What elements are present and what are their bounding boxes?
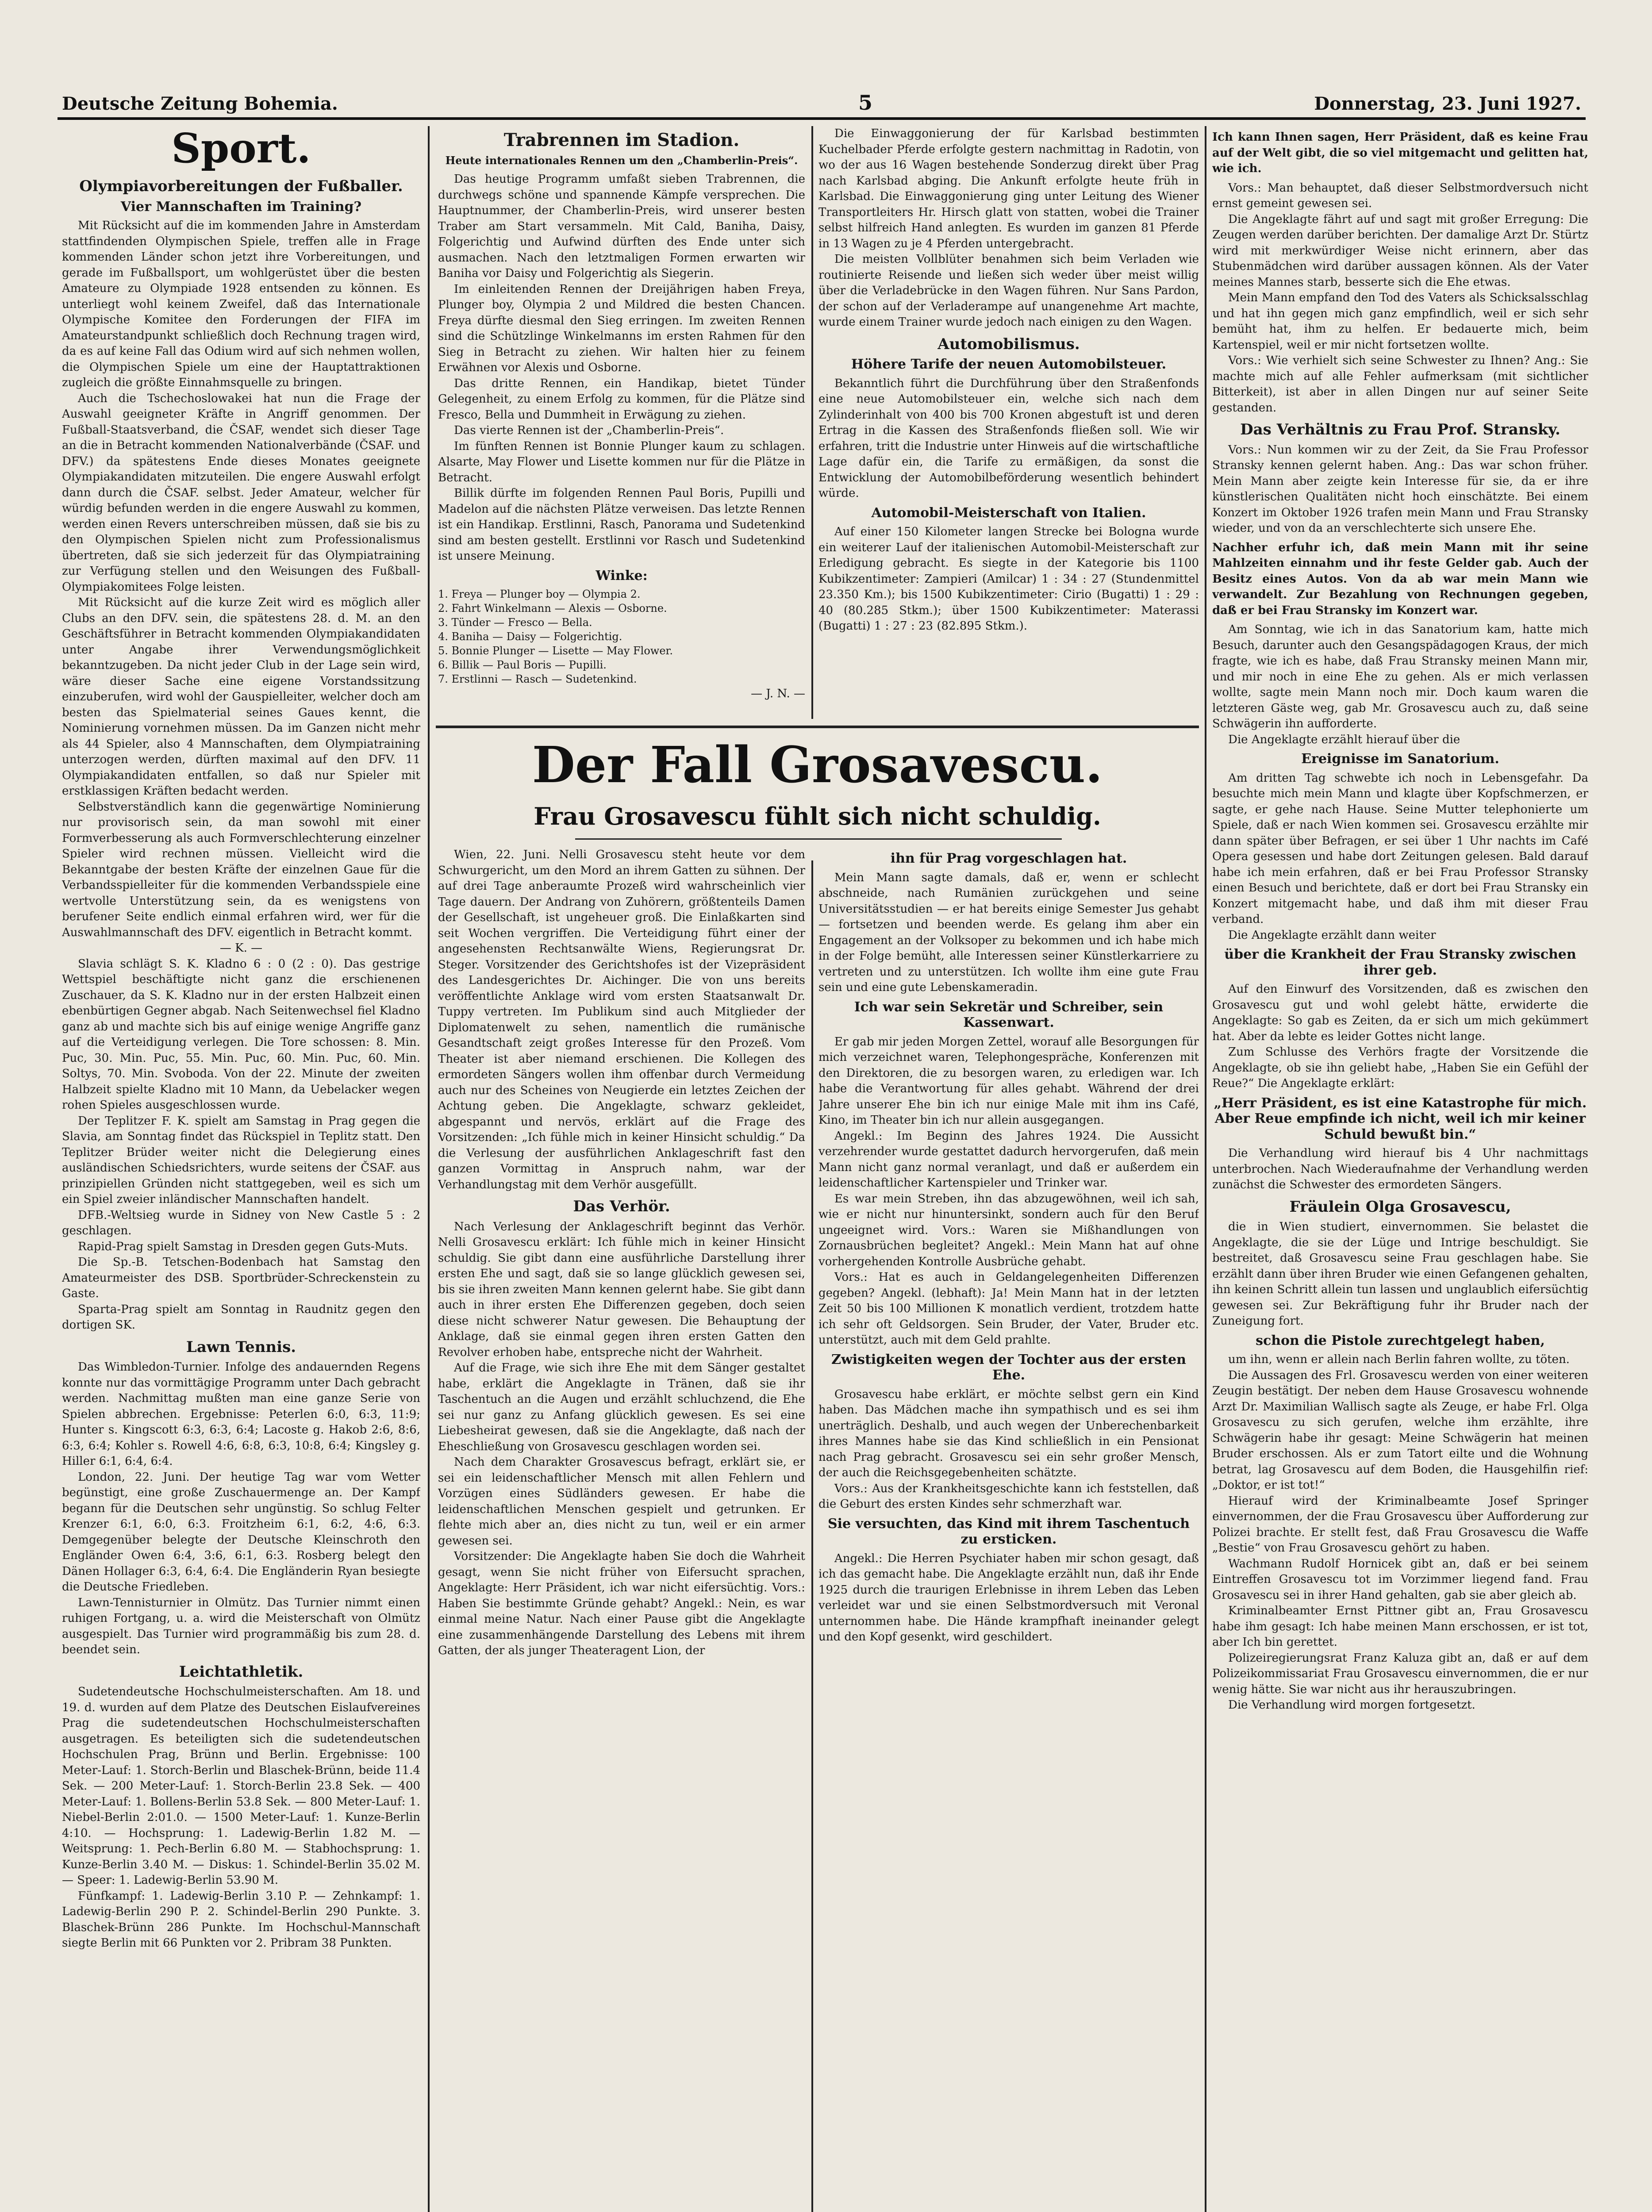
article-paragraph: Mit Rücksicht auf die im kommenden Jahre in Amsterdam stattfindenden Olympischen Spiele, treffen alle in Frage kommenden Länder schon jetzt ihre Vorbereitungen, und gerade im Fußballsport, um wohlgerüstet über die besten Amateure zu Olympiade 1928 entsenden zu können. Es unterliegt wohl keinem Zweifel, daß das Internationale Olympische Komitee den Forderungen der FIFA im Amateurstandpunkt schließlich doch Rechnung tragen wird, da es auf keine Fall das Odium wird auf sich nehmen wollen, die Olympischen Spiele um eine der Hauptattraktionen zugleich die größte Einnahmsquelle zu bringen. bbox=[62, 219, 420, 389]
case-column-left bbox=[438, 847, 805, 2212]
masthead-paper-name: Deutsche Zeitung Bohemia. bbox=[62, 93, 338, 114]
case-subheadline: Frau Grosavescu fühlt sich nicht schuldig. bbox=[534, 802, 1101, 830]
article-paragraph: Lawn-Tennisturnier in Olmütz. Das Turnier nimmt einen ruhigen Fortgang, u. a. wird die Meisterschaft von Olmütz ausgespielt. Das Turnier wird programmäßig bis zum 28. d. beendet sein. bbox=[62, 1596, 420, 1656]
section-subheadline: Ereignisse im Sanatorium. bbox=[1301, 751, 1499, 767]
article-paragraph: Vors.: Hat es auch in Geldangelegenheiten Differenzen gegeben? Angekl. (lebhaft): Ja! Mein Mann hat in der letzten Zeit 50 bis 100 Millionen K monatlich verdient, trotzdem hatte ich sehr oft Geldsorgen. Sein Bruder, der Vater, Bruder etc. unterstützt, auch mit dem Geld prahlte. bbox=[818, 1271, 1199, 1347]
article-paragraph: Mit Rücksicht auf die kurze Zeit wird es möglich aller Clubs an den DFV. sein, die spätestens 28. d. M. an den Geschäftsführer in Betracht kommenden Olympiakandidaten unter Angabe ihrer Verwendungsmöglichkeit bekanntzugeben. Da nicht jeder Club in der Lage sein wird, wäre dieser Sache eine eigene Vorstandssitzung einzuberufen, wird wohl der Gauspielleiter, welcher doch am besten das Spielmaterial seines Gaues kennt, die Nominierung vornehmen müssen. Da im Ganzen nicht mehr als 44 Spieler, also 4 Mannschaften, dem Olympiatraining unterzogen werden, dürften maximal auf den DFV. 11 Olympiakandidaten entfallen, so daß nur Spieler mit erstklassigen Kräften bedacht werden. bbox=[62, 596, 420, 798]
stransky-headline: Das Verhältnis zu Frau Prof. Stransky. bbox=[1240, 421, 1560, 438]
verhoer-headline: Das Verhör. bbox=[573, 1198, 670, 1215]
masthead-date: Donnerstag, 23. Juni 1927. bbox=[1314, 93, 1581, 114]
sport-column bbox=[62, 124, 420, 2212]
article-paragraph: Kriminalbeamter Ernst Pittner gibt an, Frau Grosavescu habe ihm gesagt: Ich habe meinen Mann erschossen, er ist tot, aber Ich bin gerettet. bbox=[1212, 1604, 1588, 1649]
article-paragraph: Mein Mann empfand den Tod des Vaters als Schicksalsschlag und hat ihn gegen mich ganz empfindlich, weil er sich sehr bemüht hat, ihm zu helfen. Er bedauerte mich, beim Kartenspiel, weil er mir nicht fortsetzen wollte. bbox=[1212, 291, 1588, 352]
article-paragraph: Grosavescu habe erklärt, er möchte selbst gern ein Kind haben. Das Mädchen mache ihn sympathisch und es sei ihm unerträglich. Deshalb, und auch wegen der Unberechenbarkeit ihres Mannes habe sie das Kind schließlich in ein Pensionat nach Prag gebracht. Grosavescu sei ein sehr großer Mensch, der auch die Reichsgegebenheiten schätzte. bbox=[818, 1387, 1199, 1479]
race-subheadline: Heute internationales Rennen um den „Chamberlin-Preis“. bbox=[445, 154, 798, 167]
auto-subheadline: Automobil-Meisterschaft von Italien. bbox=[871, 505, 1146, 521]
article-paragraph: um ihn, wenn er allein nach Berlin fahren wollte, zu töten. bbox=[1228, 1353, 1570, 1366]
article-paragraph: Ich kann Ihnen sagen, Herr Präsident, daß es keine Frau auf der Welt gibt, die so viel mitgemacht und gelitten hat, wie ich. bbox=[1212, 131, 1588, 175]
tip-line: 6. Billik — Paul Boris — Pupilli. bbox=[438, 659, 607, 671]
column-rule bbox=[1205, 126, 1206, 2212]
article-paragraph: Das vierte Rennen ist der „Chamberlin-Preis“. bbox=[454, 424, 724, 437]
auto-subheadline: Höhere Tarife der neuen Automobilsteuer. bbox=[851, 357, 1167, 372]
article-paragraph: Nachher erfuhr ich, daß mein Mann mit ihr seine Mahlzeiten einnahm und ihr feste Gelder gab. Auch der Besitz eines Autos. Von da ab war mein Mann wie verwandelt. Zur Bezahlung von Rechnungen gegeben, daß er bei Frau Stransky im Konzert war. bbox=[1212, 541, 1588, 617]
section-subheadline: ihn für Prag vorgeschlagen hat. bbox=[890, 851, 1127, 866]
race-headline: Trabrennen im Stadion. bbox=[503, 130, 740, 150]
article-paragraph: Das heutige Programm umfaßt sieben Trabrennen, die durchwegs schöne und spannende Kämpfe versprechen. Die Hauptnummer, der Chamberlin-Preis, wird unserer besten Traber am Start versammeln. Mit Cald, Baniha, Daisy, Folgerichtig und Aufwind dürften des Ende unter sich ausmachen. Nach den letztmaligen Formen erwarten wir Baniha vor Daisy und Folgerichtig als Siegerin. bbox=[438, 173, 805, 280]
olga-headline: Fräulein Olga Grosavescu, bbox=[1289, 1198, 1511, 1216]
article-paragraph: Sparta-Prag spielt am Sonntag in Raudnitz gegen den dortigen SK. bbox=[62, 1302, 420, 1332]
masthead bbox=[58, 91, 1586, 120]
auto-column bbox=[818, 126, 1199, 719]
article-paragraph: die in Wien studiert, einvernommen. Sie belastet die Angeklagte, die sie der Lüge und Intrige beschuldigt. Sie bestreitet, daß Grosavescu seine Frau geschlagen habe. Sie erzählt dann über ihren Bruder wie einen Gefangenen gehalten, ihn keinen Schritt allein tun lassen und unglaublich eifersüchtig gewesen sei. Zur Bekräftigung fuhr ihr Bruder nach der Zuneigung fort. bbox=[1212, 1220, 1588, 1328]
tip-line: 2. Fahrt Winkelmann — Alexis — Osborne. bbox=[438, 602, 667, 614]
column-rule bbox=[811, 126, 813, 719]
article-paragraph: Die Angeklagte erzählt hierauf über die bbox=[1228, 733, 1460, 746]
article-paragraph: Am dritten Tag schwebte ich noch in Lebensgefahr. Da besuchte mich mein Mann und klagte über Kopfschmerzen, er sagte, er gehe nach Hause. Seine Mutter telephonierte um Spiele, daß er nach Wien kommen sei. Grosavescu erzählte mir dann später über Befragen, er sei über 1 Uhr nachts im Café Opera gesessen und habe dort Zeitungen gelesen. Bald darauf habe ich mein erfahren, daß er bei Frau Professor Stransky einen Besuch und berichtete, daß er dort bei Frau Stransky ein Konzert mitgemacht habe, und daß ihm mit dieser Frau verband. bbox=[1212, 771, 1588, 926]
case-column-right bbox=[818, 847, 1199, 2212]
article-paragraph: Vors.: Aus der Krankheitsgeschichte kann ich feststellen, daß die Geburt des ersten Kindes sehr schmerzhaft war. bbox=[818, 1482, 1199, 1511]
page-number: 5 bbox=[858, 91, 873, 115]
article-paragraph: Rapid-Prag spielt Samstag in Dresden gegen Guts-Muts. bbox=[78, 1240, 408, 1253]
article-paragraph: Auf einer 150 Kilometer langen Strecke bei Bologna wurde ein weiterer Lauf der italienischen Automobil-Meisterschaft zur Erledigung gebracht. Es siegte in der Kategorie bis 1100 Kubikzentimeter: Zampieri (Amilcar) 1 : 34 : 27 (Stundenmittel 23.350 Km.); bis 1500 Kubikzentimeter: Cirio (Bugatti) 1 : 29 : 40 (80.285 Stkm.); über 1500 Kubikzentimeter: Materassi (Bugatti) 1 : 27 : 23 (82.895 Stkm.). bbox=[818, 525, 1199, 633]
tip-line: 1. Freya — Plunger boy — Olympia 2. bbox=[438, 588, 641, 600]
section-rule bbox=[436, 726, 1199, 728]
article-paragraph: Am Sonntag, wie ich in das Sanatorium kam, hatte mich Besuch, darunter auch den Gesangspädagogen Kraus, der mich fragte, wie ich es habe, daß Frau Stransky meinen Mann mir, und mir noch in eine Ehe zu gehen. Als er mich verlassen wollte, sagte mein Mann noch mir. Doch kaum waren die letzteren Gäste weg, gab Mr. Grosavescu auch zu, daß seine Schwägerin ihn aufforderte. bbox=[1212, 623, 1588, 730]
section-subheadline: Ich war sein Sekretär und Schreiber, sein Kassenwart. bbox=[854, 999, 1164, 1030]
article-paragraph: Es war mein Streben, ihn das abzugewöhnen, weil ich sah, wie er nicht nur hinuntersinkt, sondern auch für den Beruf ungeeignet wird. Vors.: Waren sie Mißhandlungen von Zornausbrüchen begleitet? Angekl.: Mein Mann hat auf ohne vorhergehenden Kontrolle Ausbrüche gehabt. bbox=[818, 1192, 1199, 1268]
article-paragraph: Sudetendeutsche Hochschulmeisterschaften. Am 18. und 19. d. wurden auf dem Platze des Deutschen Eislaufvereines Prag die sudetendeutschen Hochschulmeisterschaften ausgetragen. Es beteiligten sich die sudetendeutschen Hochschulen Prag, Brünn und Berlin. Ergebnisse: 100 Meter-Lauf: 1. Storch-Berlin und Blaschek-Brünn, beide 11.4 Sek. — 200 Meter-Lauf: 1. Storch-Berlin 23.8 Sek. — 400 Meter-Lauf: 1. Bollens-Berlin 53.8 Sek. — 800 Meter-Lauf: 1. Niebel-Berlin 2:01.0. — 1500 Meter-Lauf: 1. Kunze-Berlin 4:10. — Hochsprung: 1. Ladewig-Berlin 1.82 M. — Weitsprung: 1. Pech-Berlin 6.80 M. — Stabhochsprung: 1. Kunze-Berlin 3.40 M. — Diskus: 1. Schindel-Berlin 35.02 M. — Speer: 1. Ladewig-Berlin 53.90 M. bbox=[62, 1685, 420, 1887]
article-paragraph: Die Verhandlung wird morgen fortgesetzt. bbox=[1228, 1698, 1475, 1712]
section-subheadline: „Herr Präsident, es ist eine Katastrophe für mich. Aber Reue empfinde ich nicht, weil ich mir keiner Schuld bewußt bin.“ bbox=[1214, 1095, 1587, 1142]
article-paragraph: Vors.: Wie verhielt sich seine Schwester zu Ihnen? Ang.: Sie machte mich auf alle Fehler aufmerksam (mit sichtlicher Bitterkeit), ist aber in allen Dingen nur auf seiner Seite gestanden. bbox=[1212, 354, 1588, 415]
article-paragraph: Wachmann Rudolf Hornicek gibt an, daß er bei seinem Eintreffen Grosavescu tot im Vorzimmer liegend fand. Frau Grosavescu sei in ihrer Hand gehalten, gab sie aber gleich ab. bbox=[1212, 1557, 1588, 1602]
tip-line: 4. Baniha — Daisy — Folgerichtig. bbox=[438, 630, 622, 643]
article-paragraph: Hierauf wird der Kriminalbeamte Josef Springer einvernommen, der die Frau Grosavescu über Aufforderung zur Polizei brachte. Er stellt fest, daß Frau Grosavescu die Waffe „Bestie“ von Frau Grosavescu gehört zu haben. bbox=[1212, 1494, 1588, 1555]
article-paragraph: Auf den Einwurf des Vorsitzenden, daß es zwischen den Grosavescu gut und wohl gelebt hätte, erwiderte die Angeklagte: So gab es Zeiten, da er sich um mich gekümmert hat. Aber da lebte es leider Gottes nicht lange. bbox=[1212, 983, 1588, 1043]
article-paragraph: Die Angeklagte fährt auf und sagt mit großer Erregung: Die Zeugen werden darüber berichten. Der damalige Arzt Dr. Stürtz wird mit merkwürdiger Weise nicht erinnern, aber das Stubenmädchen wird darüber aussagen können. Als der Vater meines Mannes starb, besserte sich die Ehe etwas. bbox=[1212, 212, 1588, 289]
article-paragraph: Die meisten Vollblüter benahmen sich beim Verladen wie routinierte Reisende und ließen sich weder über meist willig über die Verladebrücke in den Wagen führen. Nur Sans Pardon, der schon auf der Verladerampe auf unangenehme Art machte, wurde einem Trainer wurde jedoch nach einigen zu den Wagen. bbox=[818, 253, 1199, 329]
tip-line: 3. Tünder — Fresco — Bella. bbox=[438, 616, 592, 629]
olympia-headline: Olympiavorbereitungen der Fußballer. bbox=[79, 177, 403, 195]
auto-headline: Automobilismus. bbox=[937, 335, 1080, 353]
sport-title: Sport. bbox=[171, 124, 311, 172]
section-rule bbox=[575, 838, 1062, 840]
tip-line: 7. Erstlinni — Rasch — Sudetenkind. bbox=[438, 673, 637, 685]
article-paragraph: Billik dürfte im folgenden Rennen Paul Boris, Pupilli und Madelon auf die nächsten Plätze verweisen. Das letzte Rennen ist ein Handikap. Erstlinni, Rasch, Panorama und Sudetenkind sind am besten gestellt. Erstlinni vor Rasch und Sudetenkind ist unsere Meinung. bbox=[438, 487, 805, 563]
article-paragraph: Die Aussagen des Frl. Grosavescu werden von einer weiteren Zeugin bestätigt. Der neben dem Hause Grosavescu wohnende Arzt Dr. Maximilian Wallisch sagte als Zeuge, er habe Frl. Olga Grosavescu zu sich gerufen, welche ihm erzählte, ihre Schwägerin habe ihr gesagt: Meine Schwägerin hat meinen Bruder erschossen. Als er zum Tatort eilte und die Wohnung betrat, lag Grosavescu auf dem Boden, die Hausgehilfin rief: „Doktor, er ist tot!“ bbox=[1212, 1368, 1588, 1492]
article-paragraph: Nach dem Charakter Grosavescus befragt, erklärt sie, er sei ein leidenschaftlicher Mensch mit allen Fehlern und Vorzügen eines Südländers gewesen. Er habe die leidenschaftlichen Menschen gespielt und getrunken. Er flehte mich aber an, dies nicht zu tun, weil er ein armer gewesen sei. bbox=[438, 1455, 805, 1548]
article-paragraph: Der Teplitzer F. K. spielt am Samstag in Prag gegen die Slavia, am Sonntag findet das Rückspiel in Teplitz statt. Den Teplitzer Brüder weiter nicht die Delegierung eines ausländischen Schiedsrichters, wurde seitens der ČSAF. aus prinzipiellen Gründen nicht stattgegeben, weil es sich um ein Spiel zweier inländischer Mannschaften handelt. bbox=[62, 1114, 420, 1206]
article-paragraph: Slavia schlägt S. K. Kladno 6 : 0 (2 : 0). Das gestrige Wettspiel beschäftigte nicht ganz die erschienenen Zuschauer, da S. K. Kladno nur in der ersten Halbzeit einen ebenbürtigen Gegner abgab. Nach Seitenwechsel fiel Kladno ganz ab und machte sich bis auf einige wenige Angriffe ganz auf die Verteidigung verlegen. Die Tore schossen: 8. Min. Puc, 30. Min. Puc, 55. Min. Puc, 60. Min. Puc, 60. Min. Soltys, 70. Min. Svoboda. Von der 22. Minute der zweiten Halbzeit spielte Kladno mit 10 Mann, da Uebelacker wegen rohen Spieles ausgeschlossen wurde. bbox=[62, 957, 420, 1112]
author-sign: — J. N. — bbox=[751, 687, 805, 700]
article-paragraph: Das Wimbledon-Turnier. Infolge des andauernden Regens konnte nur das vormittägige Programm unter Dach gebracht werden. Nachmittag mußten man eine ganze Serie von Spielen abbrechen. Ergebnisse: Peterlen 6:0, 6:3, 11:9; Hunter s. Kingscott 6:3, 6:3, 6:4; Lacoste g. Hakob 2:6, 8:6, 6:3, 6:4; Kohler s. Rowell 4:6, 6:8, 6:3, 10:8, 6:4; Kingsley g. Hiller 6:1, 6:4, 6:4. bbox=[62, 1360, 420, 1468]
tennis-headline: Lawn Tennis. bbox=[186, 1338, 296, 1356]
article-paragraph: Die Sp.-B. Tetschen-Bodenbach hat Samstag den Amateurmeister des DSB. Sportbrüder-Schreckenstein zu Gaste. bbox=[62, 1256, 420, 1300]
athletics-headline: Leichtathletik. bbox=[179, 1663, 304, 1681]
article-paragraph: Bekanntlich führt die Durchführung über den Straßenfonds eine neue Automobilsteuer ein, welche sich nach dem Zylinderinhalt von 400 bis 700 Kronen abgestuft ist und deren Ertrag in die Kassen des Straßenfonds fließen soll. Wie wir erfahren, tritt die Industrie unter Hinweis auf die wirtschaftliche Lage dafür ein, die Tarife zu ermäßigen, da sonst die Entwicklung der Automobilbeförderung wesentlich behindert würde. bbox=[818, 376, 1199, 500]
article-paragraph: Auf die Frage, wie sich ihre Ehe mit dem Sänger gestaltet habe, erklärt die Angeklagte in Tränen, daß sie ihr Taschentuch an die Augen und erzählt schluchzend, die Ehe sei nur ganz zu Anfang glücklich gewesen. Es sei eine Liebesheirat gewesen, daß sie die Angeklagte, daß nach der Eheschließung von Grosavescu geschlagen worden sei. bbox=[438, 1361, 805, 1453]
article-paragraph: Fünfkampf: 1. Ladewig-Berlin 3.10 P. — Zehnkampf: 1. Ladewig-Berlin 290 P. 2. Schindel-Berlin 290 Punkte. 3. Blaschek-Brünn 286 Punkte. Im Hochschul-Mannschaft siegte Berlin mit 66 Punkten vor 2. Pribram 38 Punkten. bbox=[62, 1889, 420, 1950]
column-rule bbox=[811, 860, 813, 2212]
author-sign: — K. — bbox=[219, 941, 263, 955]
column-rule bbox=[428, 126, 430, 2212]
olympia-subheadline: Vier Mannschaften im Training? bbox=[120, 199, 362, 215]
case-headline: Der Fall Grosavescu. bbox=[532, 736, 1103, 794]
article-paragraph: Angekl.: Die Herren Psychiater haben mir schon gesagt, daß ich das gemacht habe. Die Angeklagte erzählt nun, daß ihr Ende 1925 durch die traurigen Erlebnisse in ihrem Leben das Leben verleidet war und sie einen Selbstmordversuch mit Veronal unternommen habe. Die Hände krampfhaft ineinander gelegt und den Kopf gesenkt, wird geschildert. bbox=[818, 1551, 1199, 1644]
article-paragraph: Vors.: Nun kommen wir zu der Zeit, da Sie Frau Professor Stransky kennen gelernt haben. Ang.: Das war schon früher. Mein Mann aber zeigte kein Interesse für sie, da er ihre künstlerischen Qualitäten nicht hoch einschätzte. Bei einem Konzert im Oktober 1926 trafen mein Mann und Frau Stransky wieder, und von da an verschlechterte sich unsere Ehe. bbox=[1212, 443, 1588, 535]
section-subheadline: schon die Pistole zurechtgelegt haben, bbox=[1256, 1333, 1545, 1348]
article-paragraph: Wien, 22. Juni. Nelli Grosavescu steht heute vor dem Schwurgericht, um den Mord an ihrem Gatten zu sühnen. Der auf drei Tage anberaumte Prozeß wird wahrscheinlich vier Tage dauern. Der Andrang von Zuhörern, größtenteils Damen der Gesellschaft, ist ungeheuer groß. Die Einlaßkarten sind seit Wochen vergriffen. Die Verteidigung führt einer der angesehensten Rechtsanwälte Wiens, Regierungsrat Dr. Steger. Vorsitzender des Gerichtshofes ist der Vizepräsident des Landesgerichtes Dr. Aichinger. Die von uns bereits veröffentlichte Anklage wird vom ersten Staatsanwalt Dr. Tuppy vertreten. Im Publikum sind auch Mitglieder der Diplomatenwelt zu sehen, namentlich die rumänische Gesandtschaft zeigt großes Interesse für den Prozeß. Vom Theater ist aber niemand erschienen. Die Kollegen des ermordeten Sängers wollen ihm offenbar durch Vermeidung auch nur des Scheines von Neugierde ein letztes Zeichen der Achtung geben. Die Angeklagte, schwarz gekleidet, abgespannt und nervös, erklärt auf die Frage des Vorsitzenden: „Ich fühle mich in keiner Hinsicht schuldig.“ Da die Verlesung der ausführlichen Anklageschrift fast den ganzen Vormittag in Anspruch nahm, war der Verhandlungstag mit dem Verhör ausgefüllt. bbox=[438, 848, 805, 1191]
article-paragraph: London, 22. Juni. Der heutige Tag war vom Wetter begünstigt, eine große Zuschauermenge an. Der Kampf begann für die Deutschen sehr ungünstig. So schlug Felter Krenzer 6:1, 6:0, 6:3. Froitzheim 6:1, 6:2, 4:6, 6:3. Demgegenüber belegte der Deutsche Kleinschroth den Engländer Owen 6:4, 3:6, 6:1, 6:3. Rosberg belegt den Dänen Hollager 6:3, 6:4, 6:4. Die Engländerin Ryan besiegte die Deutsche Friedleben. bbox=[62, 1470, 420, 1594]
section-subheadline: Zwistigkeiten wegen der Tochter aus der ersten Ehe. bbox=[831, 1352, 1186, 1383]
article-paragraph: Im einleitenden Rennen der Dreijährigen haben Freya, Plunger boy, Olympia 2 und Mildred die besten Chancen. Freya dürfte diesmal den Sieg erringen. Im zweiten Rennen sind die Schützlinge Winkelmanns im ersten Rahmen für den Sieg in Betracht zu ziehen. Wir halten hier zu feinem Erwähnen vor Alexis und Osborne. bbox=[438, 282, 805, 374]
article-paragraph: Vorsitzender: Die Angeklagte haben Sie doch die Wahrheit gesagt, wenn Sie nicht früher von Eifersucht sprachen, Angeklagte: Herr Präsident, ich war nicht eifersüchtig. Vors.: Haben Sie bestimmte Gründe gehabt? Angekl.: Nein, es war einmal meine Natur. Nach einer Pause gibt die Angeklagte eine zusammenhängende Darstellung des Lebens mit ihrem Gatten, der als junger Theateragent Lion, der bbox=[438, 1550, 805, 1657]
race-column bbox=[438, 126, 805, 719]
section-subheadline: über die Krankheit der Frau Stransky zwischen ihrer geb. bbox=[1224, 947, 1576, 978]
article-paragraph: Polizeiregierungsrat Franz Kaluza gibt an, daß er auf dem Polizeikommissariat Frau Grosavescu einvernommen, die er nur wenig hätte. Sie war nicht aus ihr herauszubringen. bbox=[1212, 1651, 1588, 1696]
article-paragraph: Angekl.: Im Beginn des Jahres 1924. Die Aussicht verzehrender wurde gestattet dadurch hervorgerufen, daß mein Mann nicht ganz normal veranlagt, und daß er außerdem ein leidenschaftlicher Kartenspieler und Trinker war. bbox=[818, 1129, 1199, 1190]
article-paragraph: Das dritte Rennen, ein Handikap, bietet Tünder Gelegenheit, zu einem Erfolg zu kommen, für die Plätze sind Fresco, Bella und Dummheit in Erwägung zu ziehen. bbox=[438, 376, 805, 422]
article-paragraph: Vors.: Man behauptet, daß dieser Selbstmordversuch nicht ernst gemeint gewesen sei. bbox=[1212, 181, 1588, 210]
article-paragraph: Die Einwaggonierung der für Karlsbad bestimmten Kuchelbader Pferde erfolgte gestern nachmittag in Radotin, von wo der aus 16 Wagen bestehende Sonderzug direkt über Prag nach Karlsbad abging. Die Ankunft erfolgte heute früh in Karlsbad. Die Einwaggonierung ging unter Leitung des Wiener Transportleiters Hr. Hirsch glatt von statten, wobei die Trainer selbst hilfreich Hand anlegten. Es wurden im ganzen 81 Pferde in 13 Wagen zu je 4 Pferden untergebracht. bbox=[818, 127, 1199, 250]
tips-heading: Winke: bbox=[595, 568, 648, 584]
article-paragraph: Auch die Tschechoslowakei hat nun die Frage der Auswahl geeigneter Kräfte in Angriff genommen. Der Fußball-Staatsverband, die ČSAF, wendet sich dieser Tage an die in Betracht kommenden Nationalverbände (ČSAF. und DFV.) da spätestens Ende dieses Monates geeignete Olympiakandidaten mitzuteilen. Die engere Auswahl erfolgt dann durch die ČSAF. selbst. Jeder Amateur, welcher für würdig befunden werden in die engere Auswahl zu kommen, werden einen Revers unterschreiben müssen, daß sie bis zu den Olympischen Spielen nicht zum Professionalismus übertreten, daß sie sich jederzeit für das Olympiatraining zur Verfügung stellen und den Weisungen des Fußball-Olympiakomitees Folge leisten. bbox=[62, 392, 420, 594]
article-paragraph: Er gab mir jeden Morgen Zettel, worauf alle Besorgungen für mich verzeichnet waren, Telephongespräche, Konferenzen mit den Direktoren, die zu besorgen waren, zu erledigen war. Ich habe die Verantwortung für alles gehabt. Während der drei Jahre unserer Ehe bin ich nur einige Male mit ihm ins Café, Kino, im Theater bin ich nur allein ausgegangen. bbox=[818, 1035, 1199, 1127]
case-column-far-right bbox=[1212, 126, 1588, 2212]
tip-line: 5. Bonnie Plunger — Lisette — May Flower. bbox=[438, 645, 673, 657]
article-paragraph: Mein Mann sagte damals, daß er, wenn er schlecht abschneide, nach Rumänien zurückgehen und seine Universitätsstudien — er hat bereits einige Semester Jus gehabt — fortsetzen und beenden werde. Es gelang ihm aber ein Engagement an der Volksoper zu bekommen und ich habe mich in der Folge bemüht, alle Interessen seiner Künstlerkarriere zu vertreten und zu unterstützen. Ich wollte ihm eine gute Frau sein und eine gute Lebenskameradin. bbox=[818, 871, 1199, 994]
section-subheadline: Sie versuchten, das Kind mit ihrem Taschentuch zu ersticken. bbox=[827, 1516, 1190, 1547]
article-paragraph: Nach Verlesung der Anklageschrift beginnt das Verhör. Nelli Grosavescu erklärt: Ich fühle mich in keiner Hinsicht schuldig. Sie gibt dann eine ausführliche Darstellung ihrer ersten Ehe und sagt, daß sie so lange glücklich gewesen sei, bis sie ihren zweiten Mann kennen gelernt habe. Sie gibt dann auch in ihrer ersten Ehe Differenzen gegeben, doch seien diese nicht schwerer Natur gewesen. Die Behauptung der Anklage, daß sie einmal gegen ihren ersten Gatten den Revolver erhoben habe, entspreche nicht der Wahrheit. bbox=[438, 1220, 805, 1359]
article-paragraph: Im fünften Rennen ist Bonnie Plunger kaum zu schlagen. Alsarte, May Flower und Lisette kommen nur für die Plätze in Betracht. bbox=[438, 439, 805, 484]
article-paragraph: Die Verhandlung wird hierauf bis 4 Uhr nachmittags unterbrochen. Nach Wiederaufnahme der Verhandlung werden zunächst die Schwester des ermordeten Sängers. bbox=[1212, 1147, 1588, 1191]
article-paragraph: Zum Schlusse des Verhörs fragte der Vorsitzende die Angeklagte, ob sie ihn geliebt habe, „Haben Sie ein Gefühl der Reue?“ Die Angeklagte erklärt: bbox=[1212, 1045, 1588, 1090]
article-paragraph: DFB.-Weltsieg wurde in Sidney von New Castle 5 : 2 geschlagen. bbox=[62, 1208, 420, 1237]
article-paragraph: Die Angeklagte erzählt dann weiter bbox=[1228, 928, 1436, 942]
article-paragraph: Selbstverständlich kann die gegenwärtige Nominierung nur provisorisch sein, da man sowohl mit einer Formverbesserung als auch Formverschlechterung einzelner Spieler wird rechnen müssen. Vielleicht wird die Bekanntgabe der besten Kräfte der einzelnen Gaue für die Verbandsspielleiter für die kommenden Verbandsspiele eine wertvolle Unterstützung sein, da es wenigstens von berufener Seite endlich einmal erfahren wird, wer für die Auswahlmannschaft des DFV. eigentlich in Betracht kommt. bbox=[62, 800, 420, 939]
